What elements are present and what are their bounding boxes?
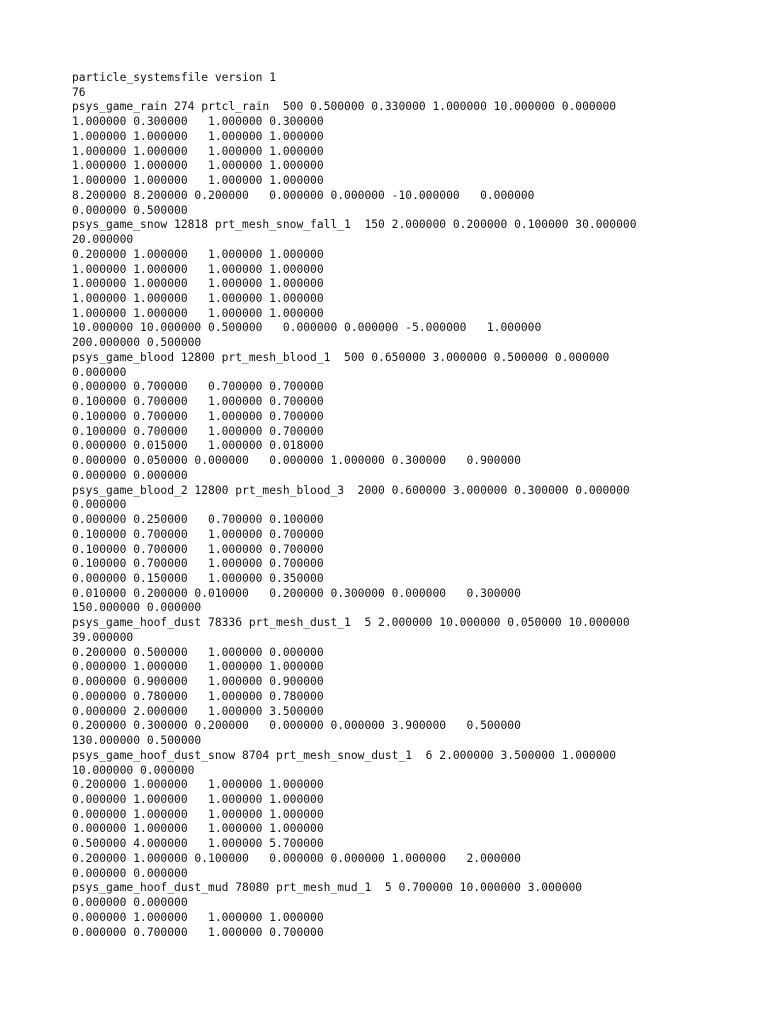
text-line: 0.000000 0.015000 1.000000 0.018000 (72, 439, 324, 453)
text-line: psys_game_blood 12800 prt_mesh_blood_1 500 0.650000 3.000000 0.500000 0.000000 (72, 350, 610, 364)
text-line: 0.000000 0.250000 0.700000 0.100000 (72, 513, 324, 527)
document-text (72, 71, 637, 940)
text-line: psys_game_hoof_dust_snow 8704 prt_mesh_snow_dust_1 6 2.000000 3.500000 1.000000 (72, 748, 617, 762)
text-line: 0.000000 1.000000 1.000000 1.000000 (72, 822, 324, 836)
text-line: 0.200000 1.000000 1.000000 1.000000 (72, 778, 324, 792)
text-line: 0.100000 0.700000 1.000000 0.700000 (72, 409, 324, 423)
text-line: 1.000000 1.000000 1.000000 1.000000 (72, 292, 324, 306)
text-line: 0.000000 0.900000 1.000000 0.900000 (72, 675, 324, 689)
text-line: 39.000000 (72, 630, 134, 644)
text-line: psys_game_snow 12818 prt_mesh_snow_fall_1 150 2.000000 0.200000 0.100000 30.000000 (72, 218, 637, 232)
text-line: 0.100000 0.700000 1.000000 0.700000 (72, 424, 324, 438)
text-line: 0.000000 1.000000 1.000000 1.000000 (72, 910, 324, 924)
text-line: 1.000000 1.000000 1.000000 1.000000 (72, 262, 324, 276)
text-line: 1.000000 1.000000 1.000000 1.000000 (72, 277, 324, 291)
text-line: 0.100000 0.700000 1.000000 0.700000 (72, 557, 324, 571)
text-line: 0.000000 0.000000 (72, 866, 188, 880)
text-line: 0.000000 2.000000 1.000000 3.500000 (72, 704, 324, 718)
text-line: 0.000000 (72, 498, 127, 512)
text-line: 0.000000 0.150000 1.000000 0.350000 (72, 571, 324, 585)
text-line: 0.100000 0.700000 1.000000 0.700000 (72, 395, 324, 409)
text-line: 0.200000 1.000000 1.000000 1.000000 (72, 247, 324, 261)
text-line: 1.000000 1.000000 1.000000 1.000000 (72, 174, 324, 188)
text-line: psys_game_blood_2 12800 prt_mesh_blood_3 2000 0.600000 3.000000 0.300000 0.000000 (72, 483, 630, 497)
text-line: 8.200000 8.200000 0.200000 0.000000 0.000000 -10.000000 0.000000 (72, 188, 535, 202)
text-line: 10.000000 0.000000 (72, 763, 195, 777)
text-line: 0.000000 0.500000 (72, 203, 188, 217)
text-line: 130.000000 0.500000 (72, 734, 202, 748)
text-line: 0.200000 1.000000 0.100000 0.000000 0.000000 1.000000 2.000000 (72, 851, 521, 865)
text-line: 0.000000 0.780000 1.000000 0.780000 (72, 689, 324, 703)
text-line: 0.000000 (72, 365, 127, 379)
text-line: psys_game_hoof_dust 78336 prt_mesh_dust_1 5 2.000000 10.000000 0.050000 10.000000 (72, 616, 630, 630)
text-line: 0.500000 4.000000 1.000000 5.700000 (72, 837, 324, 851)
text-line: 0.000000 0.000000 (72, 468, 188, 482)
text-line: 20.000000 (72, 233, 134, 247)
text-line: 0.000000 0.700000 1.000000 0.700000 (72, 925, 324, 939)
text-line: psys_game_hoof_dust_mud 78080 prt_mesh_mud_1 5 0.700000 10.000000 3.000000 (72, 881, 583, 895)
text-line: 150.000000 0.000000 (72, 601, 202, 615)
text-line: 10.000000 10.000000 0.500000 0.000000 0.000000 -5.000000 1.000000 (72, 321, 542, 335)
text-line: 0.000000 1.000000 1.000000 1.000000 (72, 792, 324, 806)
text-line: 1.000000 1.000000 1.000000 1.000000 (72, 159, 324, 173)
text-line: 0.100000 0.700000 1.000000 0.700000 (72, 527, 324, 541)
text-line: psys_game_rain 274 prtcl_rain 500 0.500000 0.330000 1.000000 10.000000 0.000000 (72, 100, 617, 114)
text-line: 0.000000 0.000000 (72, 896, 188, 910)
text-line: 76 (72, 85, 86, 99)
text-line: 1.000000 1.000000 1.000000 1.000000 (72, 144, 324, 158)
text-line: 0.000000 1.000000 1.000000 1.000000 (72, 807, 324, 821)
text-line: 0.000000 1.000000 1.000000 1.000000 (72, 660, 324, 674)
text-line: particle_systemsfile version 1 (72, 71, 277, 84)
text-line: 0.100000 0.700000 1.000000 0.700000 (72, 542, 324, 556)
text-line: 0.200000 0.500000 1.000000 0.000000 (72, 645, 324, 659)
text-line: 1.000000 1.000000 1.000000 1.000000 (72, 129, 324, 143)
text-line: 0.200000 0.300000 0.200000 0.000000 0.000000 3.900000 0.500000 (72, 719, 521, 733)
text-line: 1.000000 1.000000 1.000000 1.000000 (72, 306, 324, 320)
text-line: 1.000000 0.300000 1.000000 0.300000 (72, 115, 324, 129)
text-line: 0.000000 0.700000 0.700000 0.700000 (72, 380, 324, 394)
text-line: 200.000000 0.500000 (72, 336, 202, 350)
text-line: 0.000000 0.050000 0.000000 0.000000 1.000000 0.300000 0.900000 (72, 454, 521, 468)
text-line: 0.010000 0.200000 0.010000 0.200000 0.300000 0.000000 0.300000 (72, 586, 521, 600)
